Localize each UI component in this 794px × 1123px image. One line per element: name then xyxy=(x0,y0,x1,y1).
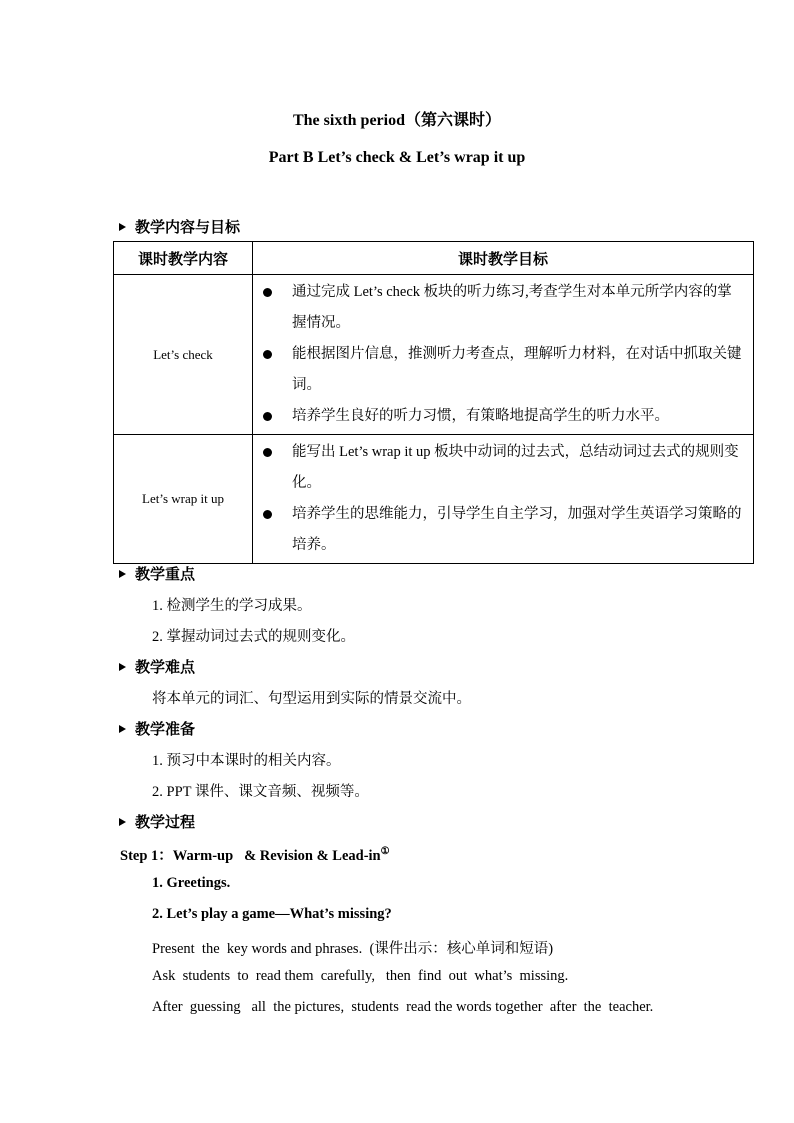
table-header-goals: 课时教学目标 xyxy=(253,242,754,275)
table-cell-content: Let’s wrap it up xyxy=(114,435,253,564)
page-title: The sixth period（第六课时） xyxy=(292,112,502,129)
goals-table xyxy=(113,241,754,564)
section-heading-label: 教学难点 xyxy=(135,660,196,676)
section-heading-label: 教学过程 xyxy=(135,815,196,831)
goal-text: 能根据图片信息，推测听力考查点，理解听力材料，在对话中抓取关键词。 xyxy=(292,346,742,393)
goal-text: 能写出 Let’s wrap it up 板块中动词的过去式，总结动词过去式的规则变化。 xyxy=(292,444,739,491)
arrow-icon xyxy=(119,223,126,231)
table-row xyxy=(114,435,754,564)
section-heading-process xyxy=(119,811,195,832)
step-heading xyxy=(120,844,390,865)
process-line: Present the key words and phrases. (课件出示：核心单词和短语) xyxy=(152,941,554,957)
process-line: After guessing all the pictures, students read the words together after the teacher. xyxy=(152,999,654,1015)
bullet-icon xyxy=(263,412,272,421)
list-item xyxy=(253,339,745,401)
footnote-mark: ① xyxy=(380,846,390,858)
list-item xyxy=(253,277,745,339)
table-header-content: 课时教学内容 xyxy=(114,242,253,275)
list-item: 1. 检测学生的学习成果。 xyxy=(152,598,312,614)
step-label: Step 1：Warm-up & Revision & Lead-in xyxy=(120,848,381,864)
section-heading-preparation xyxy=(119,718,195,739)
difficulties-text: 将本单元的词汇、句型运用到实际的情景交流中。 xyxy=(152,691,471,707)
arrow-icon xyxy=(119,663,126,671)
bullet-icon xyxy=(263,448,272,457)
list-item xyxy=(253,437,745,499)
process-line: Ask students to read them carefully, then find out what’s missing. xyxy=(152,968,569,984)
table-cell-content: Let’s check xyxy=(114,275,253,435)
goal-text: 通过完成 Let’s check 板块的听力练习,考查学生对本单元所学内容的掌握情况。 xyxy=(292,284,732,331)
sub-step-heading: 1. Greetings. xyxy=(152,875,231,891)
bullet-icon xyxy=(263,350,272,359)
list-item: 1. 预习中本课时的相关内容。 xyxy=(152,753,341,769)
bullet-icon xyxy=(263,510,272,519)
sub-step-heading: 2. Let’s play a game—What’s missing? xyxy=(152,906,392,922)
arrow-icon xyxy=(119,818,126,826)
page-subtitle: Part B Let’s check & Let’s wrap it up xyxy=(268,149,526,166)
table-cell-goals xyxy=(253,435,754,564)
section-heading-label: 教学内容与目标 xyxy=(135,220,241,236)
bullet-icon xyxy=(263,288,272,297)
section-heading-label: 教学准备 xyxy=(135,722,196,738)
section-heading-difficulties xyxy=(119,656,195,677)
section-heading-key-points xyxy=(119,563,195,584)
list-item: 2. PPT 课件、课文音频、视频等。 xyxy=(152,784,369,800)
arrow-icon xyxy=(119,570,126,578)
goal-text: 培养学生的思维能力，引导学生自主学习，加强对学生英语学习策略的培养。 xyxy=(292,506,742,553)
arrow-icon xyxy=(119,725,126,733)
table-header-row xyxy=(114,242,754,275)
section-heading-label: 教学重点 xyxy=(135,567,196,583)
table-cell-goals xyxy=(253,275,754,435)
section-heading-content-goals xyxy=(119,216,240,237)
list-item: 2. 掌握动词过去式的规则变化。 xyxy=(152,629,355,645)
list-item xyxy=(253,401,745,432)
goal-text: 培养学生良好的听力习惯，有策略地提高学生的听力水平。 xyxy=(292,408,669,424)
list-item xyxy=(253,499,745,561)
table-row xyxy=(114,275,754,435)
